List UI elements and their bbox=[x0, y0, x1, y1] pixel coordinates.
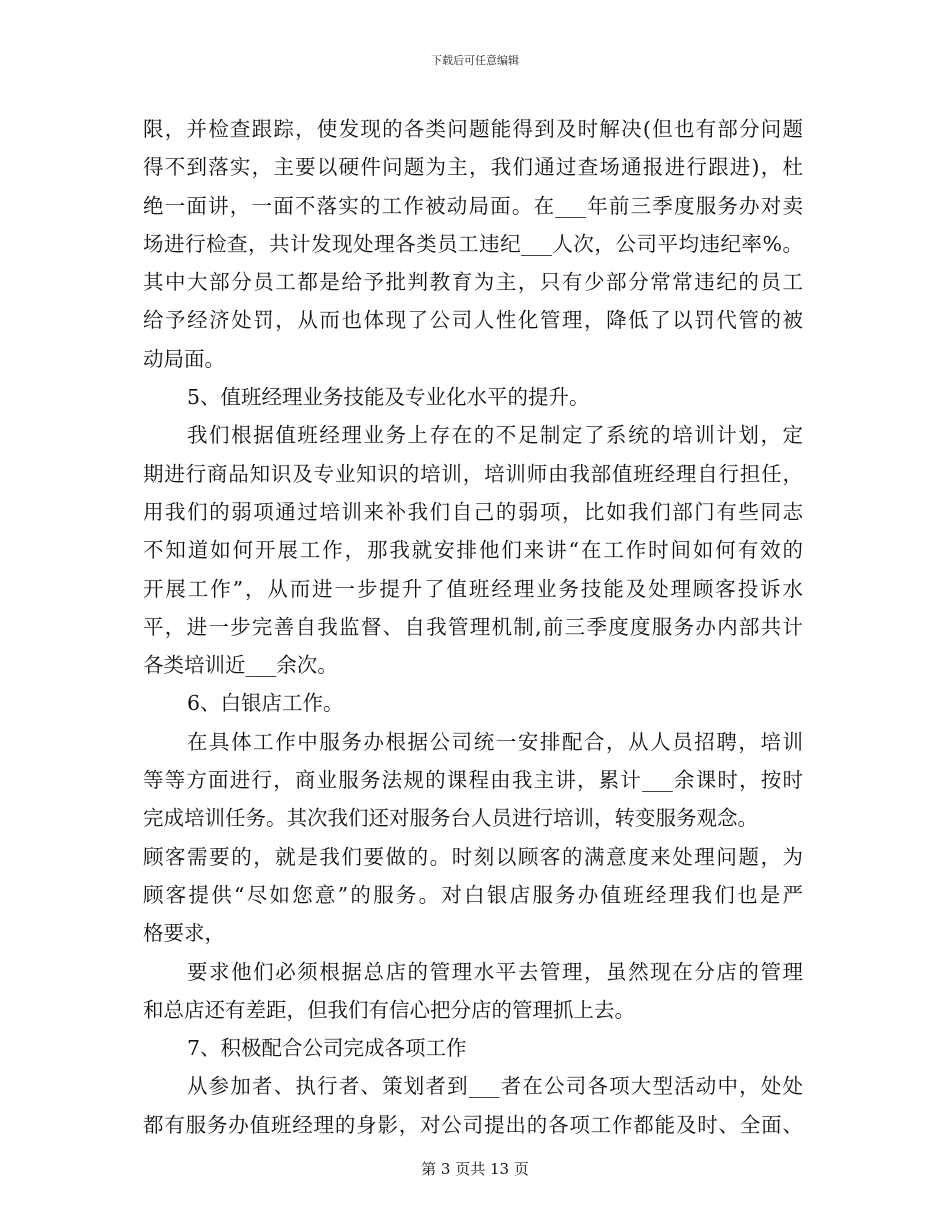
text-line: 格要求， bbox=[143, 921, 225, 946]
text-line: 要求他们必须根据总店的管理水平去管理，虽然现在分店的管理 bbox=[187, 959, 803, 984]
text-line: 其中大部分员工都是给予批判教育为主，只有少部分常常违纪的员工 bbox=[143, 270, 803, 295]
text-line: 完成培训任务。其次我们还对服务台人员进行培训，转变服务观念。 bbox=[143, 806, 758, 831]
text-line: 从参加者、执行者、策划者到___者在公司各项大型活动中，处处 bbox=[187, 1074, 803, 1099]
text-line: 我们根据值班经理业务上存在的不足制定了系统的培训计划，定 bbox=[187, 423, 803, 448]
text-line: 不知道如何开展工作，那我就安排他们来讲“在工作时间如何有效的 bbox=[143, 538, 803, 563]
text-line: 动局面。 bbox=[143, 346, 225, 371]
text-line: 7、积极配合公司完成各项工作 bbox=[187, 1036, 467, 1061]
text-line: 等等方面进行，商业服务法规的课程由我主讲，累计___余课时，按时 bbox=[143, 768, 803, 793]
text-line: 6、白银店工作。 bbox=[187, 691, 344, 716]
text-line: 场进行检查，共计发现处理各类员工违纪___人次，公司平均违纪率%。 bbox=[143, 231, 803, 256]
text-line: 在具体工作中服务办根据公司统一安排配合，从人员招聘，培训 bbox=[187, 729, 803, 754]
text-line: 5、值班经理业务技能及专业化水平的提升。 bbox=[187, 385, 590, 410]
text-line: 得不到落实，主要以硬件问题为主，我们通过查场通报进行跟进)，杜 bbox=[143, 155, 803, 180]
text-line: 绝一面讲，一面不落实的工作被动局面。在___年前三季度服务办对卖 bbox=[143, 193, 803, 218]
text-line: 平，进一步完善自我监督、自我管理机制,前三季度度服务办内部共计 bbox=[143, 614, 803, 639]
text-line: 顾客需要的，就是我们要做的。时刻以顾客的满意度来处理问题，为 bbox=[143, 844, 803, 869]
text-line: 限，并检查跟踪，使发现的各类问题能得到及时解决(但也有部分问题 bbox=[143, 117, 803, 141]
text-line: 开展工作”，从而进一步提升了值班经理业务技能及处理顾客投诉水 bbox=[143, 576, 803, 601]
text-line: 和总店还有差距，但我们有信心把分店的管理抓上去。 bbox=[143, 997, 635, 1022]
text-line: 各类培训近___余次。 bbox=[143, 653, 338, 678]
text-line: 顾客提供“尽如您意”的服务。对白银店服务办值班经理我们也是严 bbox=[143, 882, 803, 907]
page-header: 下载后可任意编辑 bbox=[431, 54, 519, 67]
page-footer: 第 3 页共 13 页 bbox=[421, 1160, 529, 1178]
text-line: 都有服务办值班经理的身影，对公司提出的各项工作都能及时、全面、 bbox=[143, 1112, 803, 1137]
text-line: 给予经济处罚，从而也体现了公司人性化管理，降低了以罚代管的被 bbox=[143, 308, 803, 333]
text-line: 期进行商品知识及专业知识的培训，培训师由我部值班经理自行担任， bbox=[143, 461, 803, 486]
document-body bbox=[143, 110, 803, 1144]
text-line: 用我们的弱项通过培训来补我们自己的弱项，比如我们部门有些同志 bbox=[143, 499, 803, 524]
